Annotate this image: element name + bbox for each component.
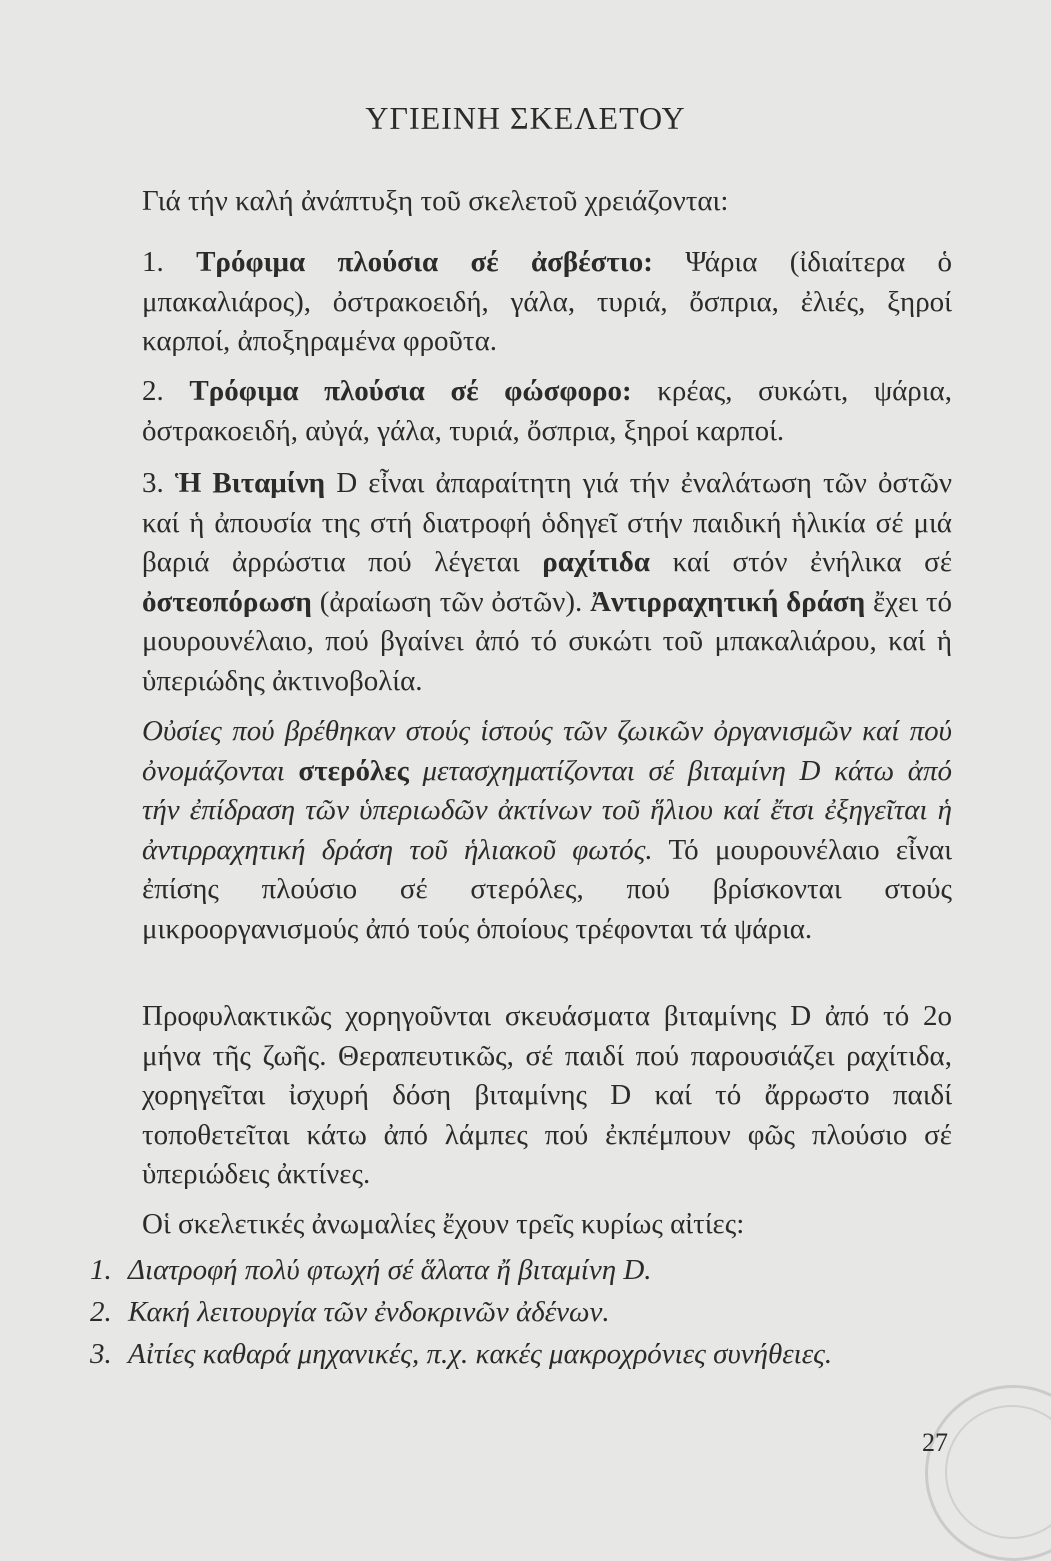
- item-3-text-3: (ἀραίωση τῶν ὀστῶν).: [311, 585, 591, 618]
- item-3-text-2: καί στόν ἐνήλικα σέ: [649, 546, 952, 578]
- item-3-bold-1: Ἡ Βιταμίνη: [174, 467, 326, 499]
- item-1-paragraph: [142, 243, 952, 362]
- item-3-bold-2: ραχίτιδα: [542, 546, 650, 578]
- cause-item: [90, 1334, 960, 1374]
- cause-item: [90, 1292, 960, 1332]
- item-2-text: κρέας, συκώτι, ψάρια, ὀστρακοειδή, αὐγά, γάλα, τυριά, ὄσπρια, ξηροί καρποί.: [142, 375, 953, 447]
- sterols-bold: στερόλες: [298, 754, 409, 787]
- page-number: 27: [922, 1428, 948, 1457]
- item-3-text-4: ἔχει τό μουρουνέλαιο, πού βγαίνει ἀπό τό συκώτι τοῦ μπακαλιάρου, καί ἡ ὑπεριώδης ἀκτινοβολία.: [142, 585, 952, 697]
- item-3-number: 3.: [142, 467, 164, 499]
- item-3-bold-3: ὀστεοπόρωση: [142, 585, 312, 618]
- prophylaxis-text: Προφυλακτικῶς χορηγοῦνται σκευάσματα βιταμίνης D ἀπό τό 2ο μήνα τῆς ζωῆς. Θεραπευτικῶς, σέ παιδί πού παρουσιάζει ραχίτιδα, χορηγεῖται ἰσχυρή δόση βιταμίνης D καί τό ἄρρωστο παιδί τοποθετεῖται κάτω ἀπό λάμπες πού ἐκπέμπουν φῶς πλούσιο σέ ὑπεριώδεις ἀκτίνες.: [142, 1000, 952, 1190]
- cause-number: 1.: [90, 1254, 112, 1286]
- prophylaxis-paragraph: [142, 997, 952, 1195]
- item-2-bold: Τρόφιμα πλούσια σέ φώσφορο:: [189, 375, 632, 407]
- causes-intro-text: Οἱ σκελετικές ἀνωμαλίες ἔχουν τρεῖς κυρίως αἰτίες:: [142, 1208, 745, 1240]
- sterols-paragraph: [142, 712, 952, 949]
- cause-text: Κακή λειτουργία τῶν ἐνδοκρινῶν ἀδένων.: [128, 1296, 610, 1328]
- item-1-text: Ψάρια (ἰδιαίτερα ὁ μπακαλιάρος), ὀστρακοειδή, γάλα, τυριά, ὄσπρια, ἐλιές, ξηροί καρποί, ἀποξηραμένα φροῦτα.: [142, 246, 953, 357]
- item-1-number: 1.: [142, 246, 164, 278]
- causes-intro-paragraph: [142, 1205, 952, 1245]
- sterols-italic-1: Οὐσίες πού βρέθηκαν στούς ἱστούς τῶν ζωικῶν ὀργανισμῶν καί πού ὀνομάζονται: [142, 715, 952, 787]
- item-2-paragraph: [142, 372, 952, 451]
- item-2-number: 2.: [142, 375, 164, 407]
- cause-number: 3.: [90, 1338, 112, 1370]
- item-3-text-1: D εἶναι ἀπαραίτητη γιά τήν ἐναλάτωση τῶν ὀστῶν καί ἡ ἀπουσία της στή διατροφή ὁδηγεῖ στήν παιδική ἡλικία σέ μιά βαριά ἀρρώστια πού λέγεται: [142, 467, 952, 578]
- cause-number: 2.: [90, 1296, 112, 1328]
- cause-item: [90, 1250, 960, 1290]
- item-1-bold: Τρόφιμα πλούσια σέ ἀσβέστιο:: [196, 246, 653, 278]
- item-3-paragraph: [142, 464, 952, 701]
- sterols-italic-2: μετασχηματίζονται σέ βιταμίνη D κάτω ἀπό τήν ἐπίδραση τῶν ὑπεριωδῶν ἀκτίνων τοῦ ἥλιου καί ἔτσι ἐξηγεῖται ἡ ἀντιρραχητική δράση τοῦ ἡλιακοῦ φωτός.: [142, 754, 952, 866]
- page-title: ΥΓΙΕΙΝΗ ΣΚΕΛΕΤΟΥ: [365, 100, 686, 136]
- cause-text: Διατροφή πολύ φτωχή σέ ἅλατα ἤ βιταμίνη D.: [128, 1254, 652, 1286]
- cause-text: Αἰτίες καθαρά μηχανικές, π.χ. κακές μακροχρόνιες συνήθειες.: [128, 1338, 833, 1370]
- intro-text: Γιά τήν καλή ἀνάπτυξη τοῦ σκελετοῦ χρειάζονται:: [142, 185, 729, 217]
- sterols-text: Τό μουρουνέλαιο εἶναι ἐπίσης πλούσιο σέ στερόλες, πού βρίσκονται στούς μικροοργανισμούς ἀπό τούς ὁποίους τρέφονται τά ψάρια.: [142, 833, 952, 945]
- causes-list: [90, 1250, 960, 1376]
- item-3-bold-4: Ἀντιρραχητική δράση: [590, 585, 866, 618]
- intro-paragraph: [142, 182, 952, 222]
